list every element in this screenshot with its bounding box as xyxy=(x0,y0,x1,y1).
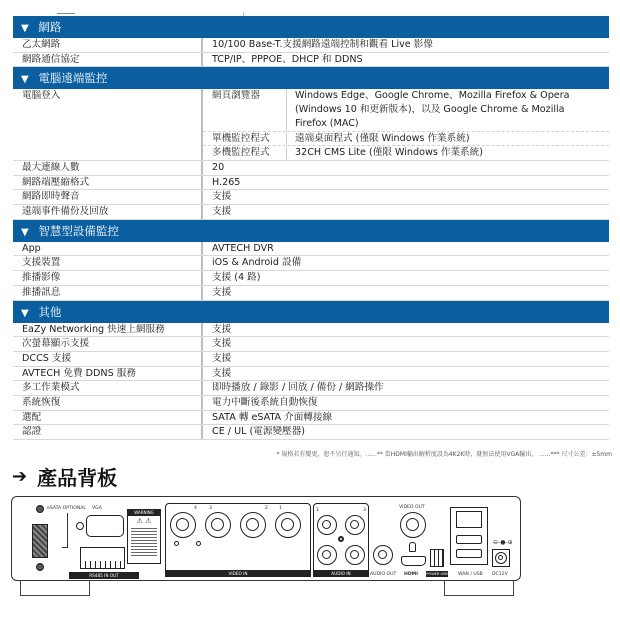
sub-value: 32CH CMS Lite (僅限 Windows 作業系統) xyxy=(295,147,483,159)
section-title: 智慧型設備監控 xyxy=(38,223,119,238)
warning-triangle-icon: ⚠ ⚠ xyxy=(136,517,152,525)
sub-table xyxy=(203,89,609,160)
dc-label: DC12V xyxy=(492,572,508,577)
row-label: 多工作業模式 xyxy=(13,381,203,395)
row-label: 網路通信協定 xyxy=(13,53,203,67)
row-label: 最大連線人數 xyxy=(13,161,203,175)
row-label: 選配 xyxy=(13,411,203,425)
table-row xyxy=(13,53,609,68)
screw-icon xyxy=(36,563,44,571)
table-row xyxy=(13,381,609,396)
rear-panel-heading xyxy=(12,462,117,491)
bnc-port-icon xyxy=(240,512,266,538)
bnc-port-icon xyxy=(275,512,301,538)
table-row xyxy=(13,367,609,382)
table-row xyxy=(13,396,609,411)
sub-label: 網頁瀏覽器 xyxy=(203,89,287,130)
row-value: TCP/IP、PPPOE、DHCP 和 DDNS xyxy=(212,53,363,65)
row-value: 支援 xyxy=(212,206,232,218)
table-row xyxy=(13,411,609,426)
row-label: 網路即時聲音 xyxy=(13,190,203,204)
section-header-network[interactable] xyxy=(13,16,609,38)
vga-port-icon xyxy=(86,515,124,537)
row-value: 電力中斷後系統自動恢復 xyxy=(212,397,318,409)
ethernet-port-icon xyxy=(456,511,482,528)
screw-icon xyxy=(338,536,344,542)
vga-label: VGA xyxy=(92,506,102,511)
row-value: CE / UL (電源變壓器) xyxy=(212,426,305,438)
row-label: 推播影像 xyxy=(13,271,203,285)
row-label: 遠端事件備份及回放 xyxy=(13,205,203,219)
dc-jack-icon xyxy=(495,552,507,564)
row-label: 系統恢復 xyxy=(13,396,203,410)
collapse-triangle-icon: ▼ xyxy=(21,307,29,319)
screw-icon xyxy=(174,541,179,546)
collapse-triangle-icon: ▼ xyxy=(21,74,29,86)
row-label: DCCS 支援 xyxy=(13,352,203,366)
row-value: 支援 xyxy=(212,367,232,379)
sub-value: Windows Edge、Google Chrome、Mozilla Firefox & Opera (Windows 10 和更新版本)，以及 Google Chrome & Mozilla Firefox (MAC) xyxy=(295,90,570,129)
table-row xyxy=(13,286,609,301)
rca-port-icon xyxy=(345,545,365,565)
table-row xyxy=(13,256,609,271)
rca-port-icon xyxy=(345,515,365,535)
table-row xyxy=(13,352,609,367)
row-value: H.265 xyxy=(212,176,241,188)
rca-port-icon xyxy=(317,545,337,565)
video-in-label: VIDEO IN xyxy=(165,570,311,577)
row-label: 推播訊息 xyxy=(13,286,203,300)
bnc-number: 2 xyxy=(265,506,268,511)
rear-panel-title: 產品背板 xyxy=(37,466,118,490)
audio-out-port-icon xyxy=(373,545,393,565)
rear-panel-diagram xyxy=(11,496,521,581)
esata-port-icon xyxy=(32,524,48,558)
audio-number: 1 xyxy=(316,508,319,513)
row-value: 即時播放 / 錄影 / 回放 / 備份 / 網路操作 xyxy=(212,382,384,394)
section-header-pc-remote[interactable] xyxy=(13,67,609,89)
row-value: 支援 xyxy=(212,323,232,335)
row-label: 次螢幕顯示支援 xyxy=(13,337,203,351)
table-row xyxy=(13,205,609,220)
table-row xyxy=(13,161,609,176)
dc-polarity-icon: ⊖-●-⊕ xyxy=(493,539,513,546)
row-label: App xyxy=(13,242,203,256)
row-value: 支援 (4 路) xyxy=(212,272,261,284)
table-row xyxy=(13,38,609,53)
usb-port-icon xyxy=(456,549,482,558)
video-out-label: VIDEO OUT xyxy=(399,505,425,510)
sub-row xyxy=(203,132,609,147)
arrow-right-icon: ➔ xyxy=(12,466,28,487)
sub-row xyxy=(203,146,609,160)
panel-foot-right xyxy=(444,581,514,596)
row-value: 支援 xyxy=(212,352,232,364)
sub-row xyxy=(203,89,609,131)
bnc-number: 1 xyxy=(279,506,282,511)
hdmi-label: HDMI xyxy=(404,572,418,577)
row-value: 10/100 Base-T.支援網路遠端控制和觀看 Live 影像 xyxy=(212,39,433,50)
warning-sticker xyxy=(127,509,161,564)
table-row-pc-login xyxy=(13,89,609,161)
row-value: AVTECH DVR xyxy=(212,242,274,254)
table-row xyxy=(13,337,609,352)
table-row xyxy=(13,271,609,286)
row-label: 認證 xyxy=(13,425,203,439)
table-row xyxy=(13,242,609,257)
screw-icon xyxy=(196,541,201,546)
section-title: 網路 xyxy=(38,20,62,34)
row-value: 支援 xyxy=(212,338,232,350)
hdmi-lock-icon xyxy=(409,542,416,552)
row-value: iOS & Android 設備 xyxy=(212,257,302,269)
section-header-others[interactable] xyxy=(13,301,609,323)
rca-port-icon xyxy=(317,515,337,535)
audio-in-label: AUDIO IN xyxy=(313,570,369,577)
bnc-port-icon xyxy=(205,512,231,538)
spec-table xyxy=(13,16,609,440)
bnc-port-icon xyxy=(170,512,196,538)
power-usb-label: POWER USB xyxy=(426,572,448,576)
collapse-triangle-icon: ▼ xyxy=(21,23,29,34)
esata-label: eSATA OPTIONAL xyxy=(47,506,86,511)
audio-out-label: AUDIO OUT xyxy=(370,572,397,577)
row-label: EaZy Networking 快速上網服務 xyxy=(13,323,203,337)
row-value: SATA 轉 eSATA 介面轉接線 xyxy=(212,411,333,423)
vga-screw-icon xyxy=(76,522,84,530)
section-title: 其他 xyxy=(38,304,62,319)
panel-foot-left xyxy=(20,581,90,596)
sub-value: 遠端桌面程式 (僅限 Windows 作業系統) xyxy=(295,132,470,144)
video-out-bnc-icon xyxy=(400,512,426,538)
rs485-label: RS485 IN OUT xyxy=(69,572,139,579)
fragment-dash xyxy=(57,13,75,14)
sub-label: 多機監控程式 xyxy=(203,146,287,160)
row-label: 乙太網路 xyxy=(13,38,203,52)
table-row xyxy=(13,425,609,440)
terminal-block-icon xyxy=(80,547,125,569)
wan-usb-label: WAN / USB xyxy=(458,572,483,577)
audio-number: 3 xyxy=(363,508,366,513)
screw-icon xyxy=(36,505,44,513)
warning-label: WARNING xyxy=(128,510,160,516)
sub-label: 單機監控程式 xyxy=(203,132,287,146)
footnote: * 規格若有變更，恕不另行通知。......** 當HDMI輸出解析度設為4K2K時，就無法使用VGA輸出。 ......*** 尺寸公差：±5mm xyxy=(276,451,612,458)
table-row xyxy=(13,323,609,338)
hdmi-port-icon xyxy=(401,556,426,566)
table-row xyxy=(13,190,609,205)
warning-text-lines xyxy=(131,528,157,558)
collapse-triangle-icon: ▼ xyxy=(21,226,29,238)
row-label: 電腦登入 xyxy=(13,89,203,160)
bnc-number: 3 xyxy=(209,506,212,511)
row-value: 20 xyxy=(212,161,225,173)
row-label: 網路端壓縮格式 xyxy=(13,176,203,190)
power-usb-port-icon xyxy=(430,549,444,567)
usb-port-icon xyxy=(456,535,482,544)
row-value: 支援 xyxy=(212,191,232,203)
table-row xyxy=(13,176,609,191)
bnc-number: 4 xyxy=(194,506,197,511)
row-label: AVTECH 免費 DDNS 服務 xyxy=(13,367,203,381)
row-value: 支援 xyxy=(212,286,232,298)
row-label: 支援裝置 xyxy=(13,256,203,270)
esata-bracket xyxy=(62,513,68,548)
section-header-smart-device[interactable] xyxy=(13,220,609,242)
section-title: 電腦遠端監控 xyxy=(38,71,108,86)
